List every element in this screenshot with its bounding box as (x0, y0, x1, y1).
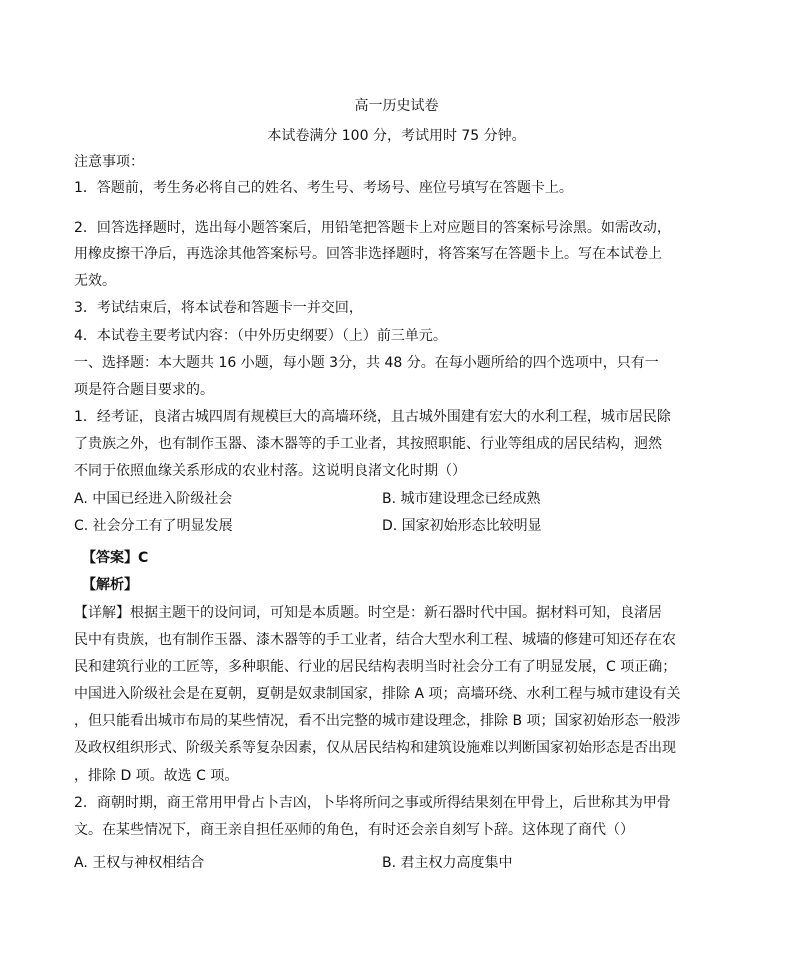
question-1-stem: 了贵族之外，也有制作玉器、漆木器等的手工业者，其按照职能、行业等组成的居民结构，迥然 (74, 436, 662, 452)
notice-heading: 注意事项： (74, 154, 144, 170)
question-1-option-d: D. 国家初始形态比较明显 (382, 518, 542, 534)
question-1-stem: 1．经考证，良渚古城四周有规模巨大的高墙环绕，且古城外围建有宏大的水利工程，城市居民除 (74, 409, 671, 425)
question-1-analysis-label: 【解析】 (82, 577, 138, 593)
question-2-stem: 文。在某些情况下，商王亲自担任巫师的角色，有时还会亲自刻写卜辞。这体现了商代（） (74, 822, 634, 838)
section-heading-cont: 项是符合题目要求的。 (74, 382, 214, 398)
question-1-option-c: C. 社会分工有了明显发展 (74, 518, 233, 534)
question-1-stem: 不同于依照血缘关系形成的农业村落。这说明良渚文化时期（） (74, 463, 466, 479)
section-heading: 一、选择题：本大题共 16 小题，每小题 3分，共 48 分。在每小题所给的四个选项中，只有一 (74, 355, 659, 371)
question-1-detail: 民和建筑行业的工匠等，多种职能、行业的居民结构表明当时社会分工有了明显发展，C 项正确； (74, 659, 677, 675)
notice-item: 无效。 (74, 273, 116, 289)
notice-item: 3．考试结束后，将本试卷和答题卡一并交回， (74, 300, 363, 316)
question-2-stem: 2．商朝时期，商王常用甲骨占卜吉凶，卜毕将所问之事或所得结果刻在甲骨上，后世称其为甲骨 (74, 795, 671, 811)
exam-title: 高一历史试卷 (354, 98, 439, 114)
question-1-answer: 【答案】C (82, 550, 149, 566)
question-1-option-b: B. 城市建设理念已经成熟 (382, 491, 541, 507)
notice-item: 2．回答选择题时，选出每小题答案后，用铅笔把答题卡上对应题目的答案标号涂黑。如需改动， (74, 220, 671, 236)
question-1-option-a: A. 中国已经进入阶级社会 (74, 491, 233, 507)
question-2-option-b: B. 君主权力高度集中 (382, 855, 513, 871)
notice-item: 4．本试卷主要考试内容：（中外历史纲要）（上）前三单元。 (74, 328, 447, 344)
notice-item: 用橡皮擦干净后，再选涂其他答案标号。回答非选择题时，将答案写在答题卡上。写在本试卷上 (74, 246, 662, 262)
question-1-detail: 【详解】根据主题干的设问词，可知是本质题。时空是：新石器时代中国。据材料可知，良渚居 (74, 605, 662, 621)
exam-subtitle: 本试卷满分 100 分，考试用时 75 分钟。 (267, 128, 526, 144)
question-1-detail: ，但只能看出城市布局的某些情况，看不出完整的城市建设理念，排除 B 项；国家初始形态一般涉 (74, 713, 681, 729)
question-1-detail: 中国进入阶级社会是在夏朝，夏朝是奴隶制国家，排除 A 项；高墙环绕、水利工程与城市建设有关 (74, 686, 681, 702)
notice-item: 1．答题前，考生务必将自己的姓名、考生号、考场号、座位号填写在答题卡上。 (74, 180, 573, 196)
question-1-detail: 民中有贵族，也有制作玉器、漆木器等的手工业者，结合大型水利工程、城墙的修建可知还存在农 (74, 632, 676, 648)
question-1-detail: 及政权组织形式、阶级关系等复杂因素，仅从居民结构和建筑设施难以判断国家初始形态是否出现 (74, 740, 676, 756)
question-1-detail: ，排除 D 项。故选 C 项。 (74, 768, 239, 784)
question-2-option-a: A. 王权与神权相结合 (74, 855, 205, 871)
